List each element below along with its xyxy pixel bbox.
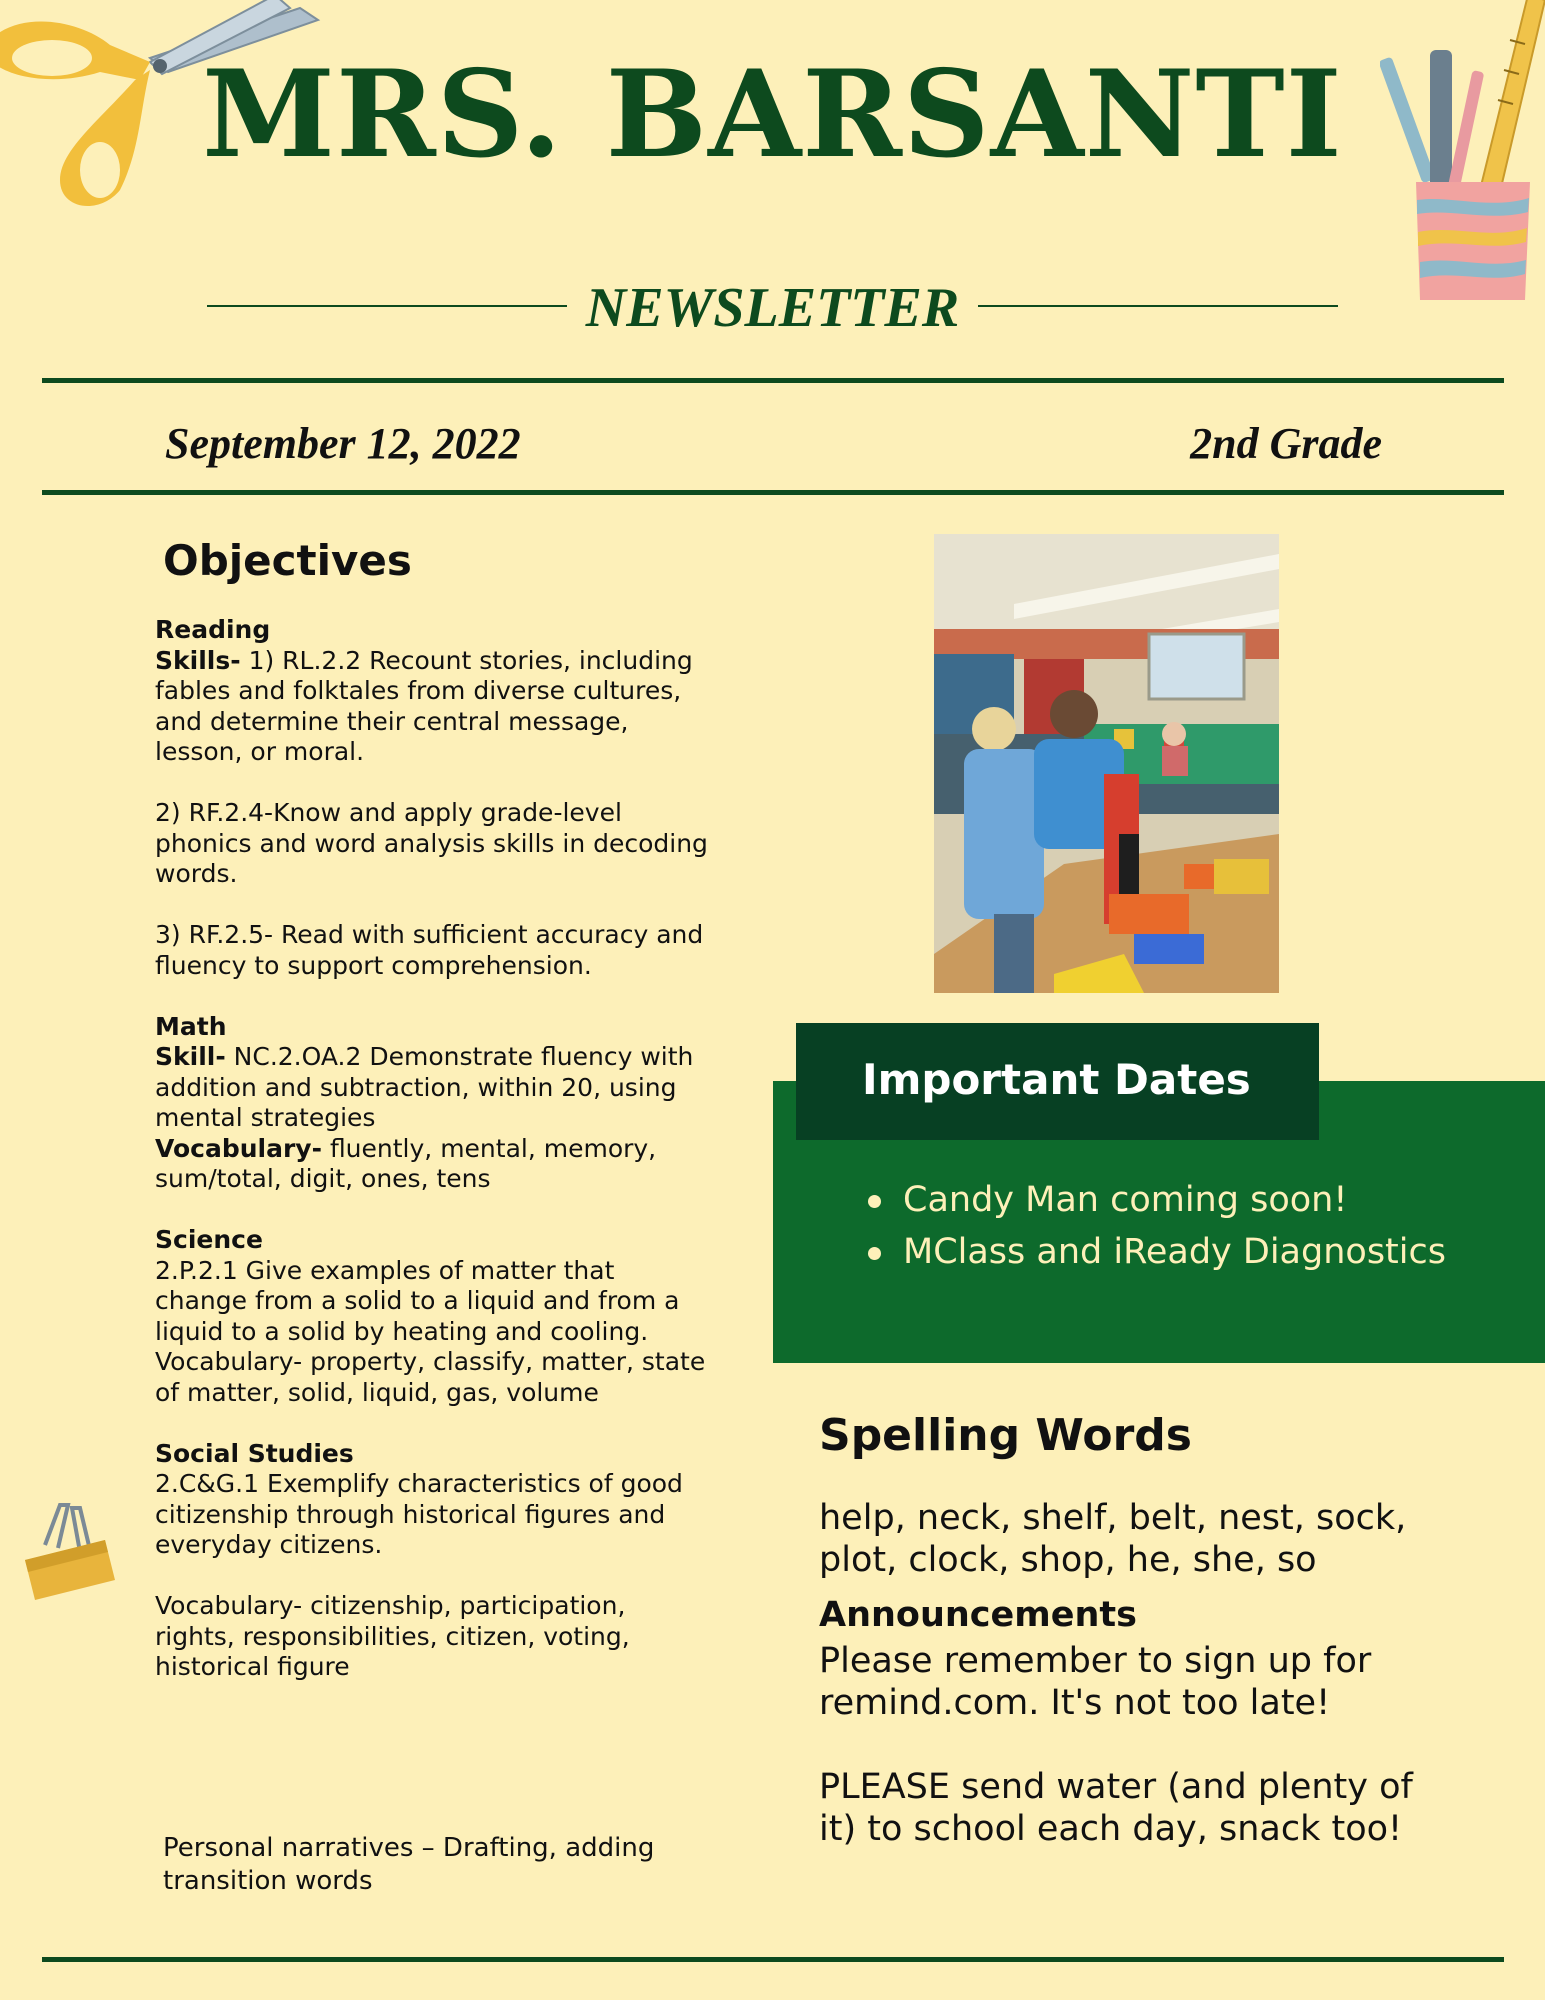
math-skill: NC.2.OA.2 Demonstrate fluency with addition and subtraction, within 20, using mental strategies (155, 1042, 694, 1132)
science-skill: 2.P.2.1 Give examples of matter that change from a solid to a liquid and from a liquid to a solid by heating and cooling. (155, 1255, 680, 1346)
list-item: MClass and iReady Diagnostics (868, 1226, 1468, 1278)
important-dates-list (868, 1174, 1468, 1278)
science-label: Science (155, 1225, 263, 1254)
newsletter-title: MRS. BARSANTI (202, 44, 1343, 185)
announcement-item: Please remember to sign up for remind.com. It's not too late! (819, 1641, 1372, 1723)
math-skill-label: Skill- (155, 1042, 226, 1071)
math-label: Math (155, 1011, 227, 1041)
header-bottom-rule (42, 490, 1504, 495)
newsletter-subtitle: NEWSLETTER (585, 277, 960, 339)
subtitle-right-rule (978, 305, 1338, 307)
footer-rule (42, 1957, 1504, 1962)
writing-objective: Personal narratives – Drafting, adding transition words (163, 1833, 655, 1896)
reading-skill-1: 1) RL.2.2 Recount stories, including fables and folktales from diverse cultures, and determine their central message, lesson, or moral. (155, 645, 693, 766)
reading-label: Reading (155, 615, 271, 644)
important-dates-header (796, 1023, 1319, 1140)
reading-skill-3: 3) RF.2.5- Read with sufficient accuracy and fluency to support comprehension. (155, 920, 704, 980)
list-item: Candy Man coming soon! (868, 1174, 1468, 1226)
science-vocab: Vocabulary- property, classify, matter, state of matter, solid, liquid, gas, volume (155, 1347, 706, 1407)
important-dates-heading: Important Dates (862, 1055, 1251, 1104)
reading-skills-label: Skills- (155, 645, 241, 675)
math-vocab-label: Vocabulary- (155, 1133, 322, 1163)
spelling-words: help, neck, shelf, belt, nest, sock, plot, clock, shop, he, she, so (819, 1498, 1407, 1580)
header-top-rule (42, 378, 1504, 383)
classroom-photo (934, 534, 1279, 993)
reading-skill-2: 2) RF.2.4-Know and apply grade-level phonics and word analysis skills in decoding words. (155, 798, 708, 888)
announcement-item: PLEASE send water (and plenty of it) to school each day, snack too! (819, 1767, 1413, 1849)
objectives-content (155, 615, 710, 1683)
grade-level: 2nd Grade (1190, 419, 1382, 468)
announcements-content (819, 1640, 1419, 1892)
binder-clip-icon (20, 1500, 120, 1610)
spelling-heading: Spelling Words (819, 1410, 1192, 1461)
social-studies-label: Social Studies (155, 1438, 354, 1468)
objectives-heading: Objectives (163, 536, 412, 585)
social-studies-vocab: Vocabulary- citizenship, participation, rights, responsibilities, citizen, voting, historical figure (155, 1591, 630, 1681)
math-vocab: fluently, mental, memory, sum/total, digit, ones, tens (155, 1133, 657, 1193)
social-studies-skill: 2.C&G.1 Exemplify characteristics of good citizenship through historical figures and everyday citizens. (155, 1469, 683, 1559)
issue-date: September 12, 2022 (165, 419, 521, 468)
announcements-heading: Announcements (819, 1595, 1137, 1635)
